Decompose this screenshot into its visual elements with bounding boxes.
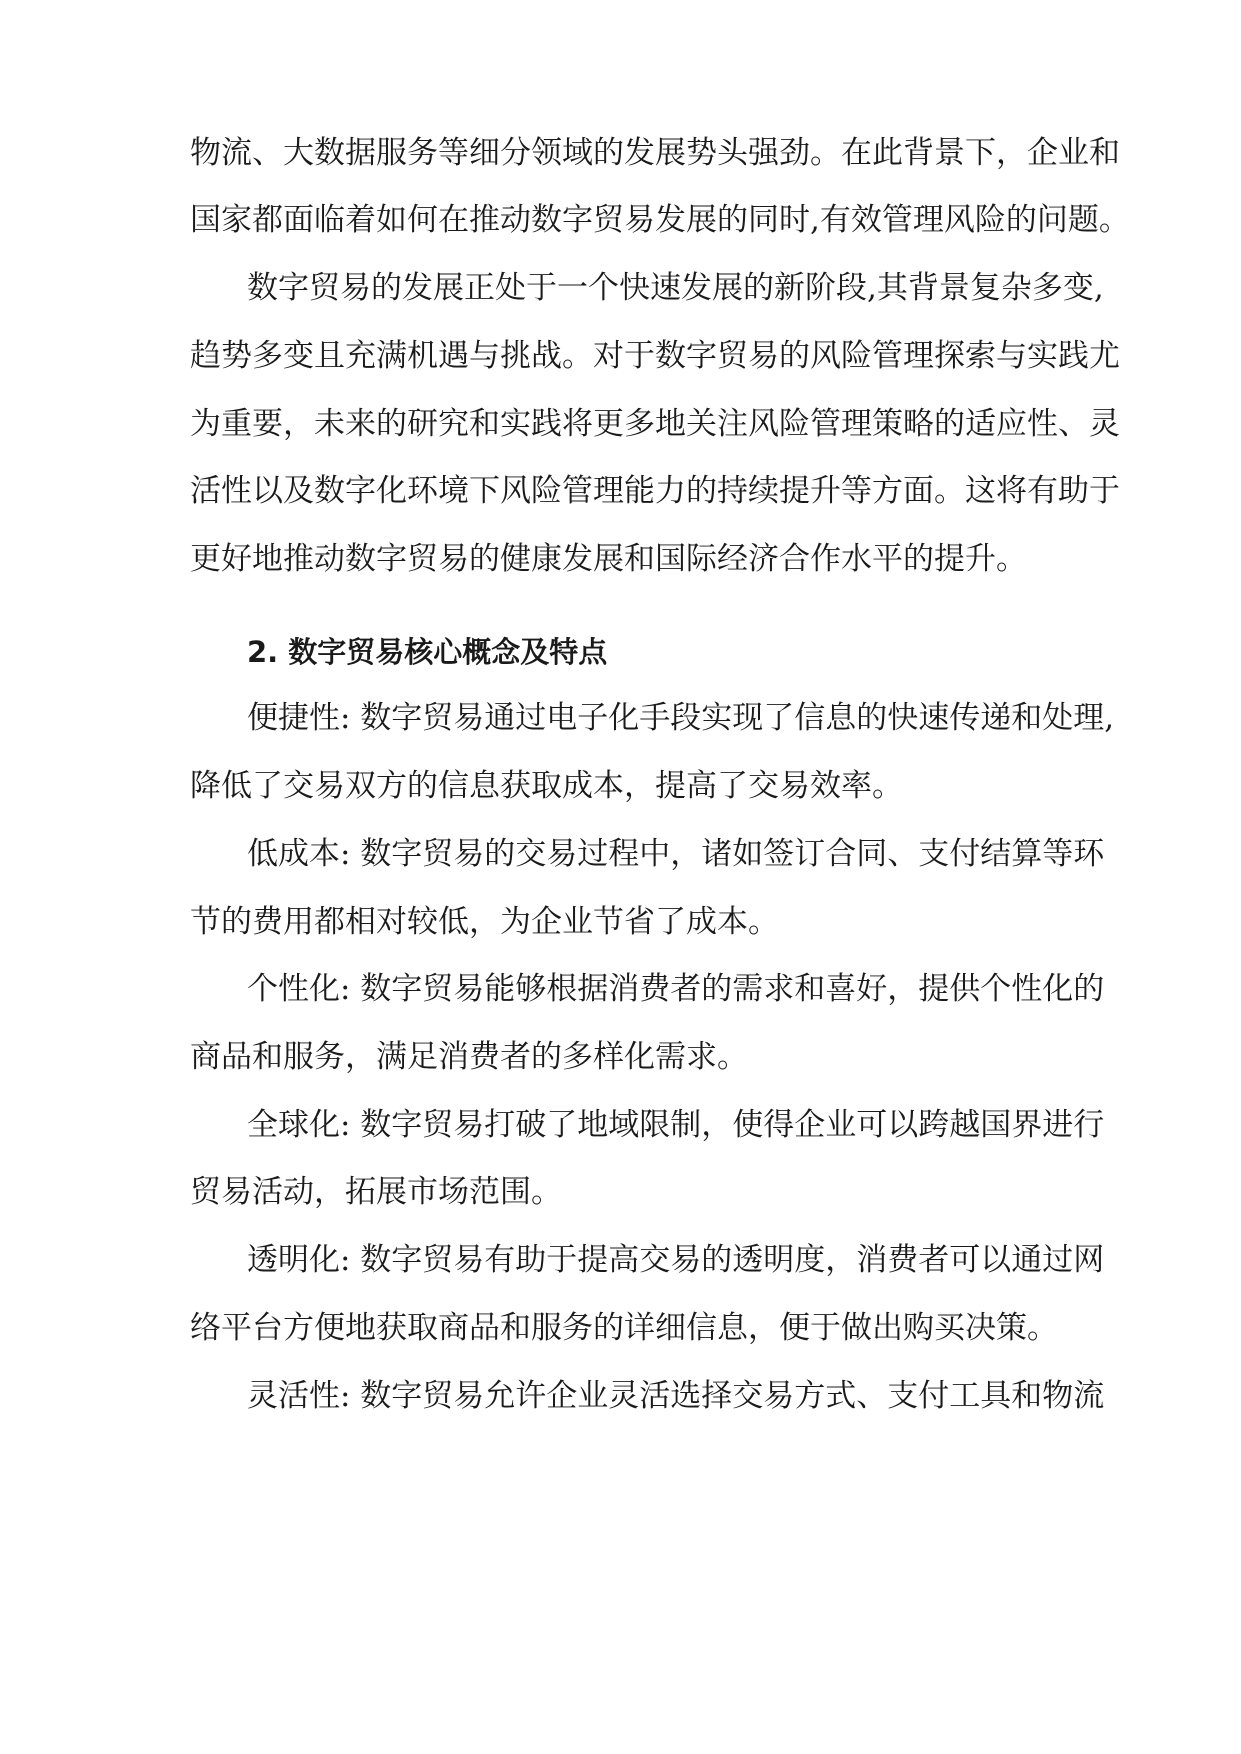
feature-text-line: 个性化: 数字贸易能够根据消费者的需求和喜好，提供个性化的 [247,971,1105,1007]
feature-text-line: 商品和服务，满足消费者的多样化需求。 [190,1039,748,1075]
body-text-line: 数字贸易的发展正处于一个快速发展的新阶段,其背景复杂多变, [247,270,1104,306]
body-text-line: 国家都面临着如何在推动数字贸易发展的同时,有效管理风险的问题。 [190,202,1130,238]
feature-text-line: 透明化: 数字贸易有助于提高交易的透明度，消费者可以通过网 [247,1242,1105,1278]
feature-text-line: 灵活性: 数字贸易允许企业灵活选择交易方式、支付工具和物流 [247,1378,1105,1414]
body-text-line: 趋势多变且充满机遇与挑战。对于数字贸易的风险管理探索与实践尤 [190,338,1120,374]
body-text-line: 活性以及数字化环境下风险管理能力的持续提升等方面。这将有助于 [190,473,1120,509]
feature-text-line: 便捷性: 数字贸易通过电子化手段实现了信息的快速传递和处理, [247,700,1115,736]
feature-text-line: 降低了交易双方的信息获取成本，提高了交易效率。 [190,768,903,804]
body-text-line: 为重要，未来的研究和实践将更多地关注风险管理策略的适应性、灵 [190,406,1120,442]
section-heading: 2. 数字贸易核心概念及特点 [247,635,608,669]
feature-text-line: 络平台方便地获取商品和服务的详细信息，便于做出购买决策。 [190,1310,1058,1346]
feature-text-line: 低成本: 数字贸易的交易过程中，诸如签订合同、支付结算等环 [247,836,1105,872]
feature-text-line: 贸易活动，拓展市场范围。 [190,1174,562,1210]
body-text-line: 更好地推动数字贸易的健康发展和国际经济合作水平的提升。 [190,541,1027,577]
body-text-line: 物流、大数据服务等细分领域的发展势头强劲。在此背景下，企业和 [190,135,1120,171]
feature-text-line: 全球化: 数字贸易打破了地域限制，使得企业可以跨越国界进行 [247,1107,1105,1143]
feature-text-line: 节的费用都相对较低，为企业节省了成本。 [190,904,779,940]
